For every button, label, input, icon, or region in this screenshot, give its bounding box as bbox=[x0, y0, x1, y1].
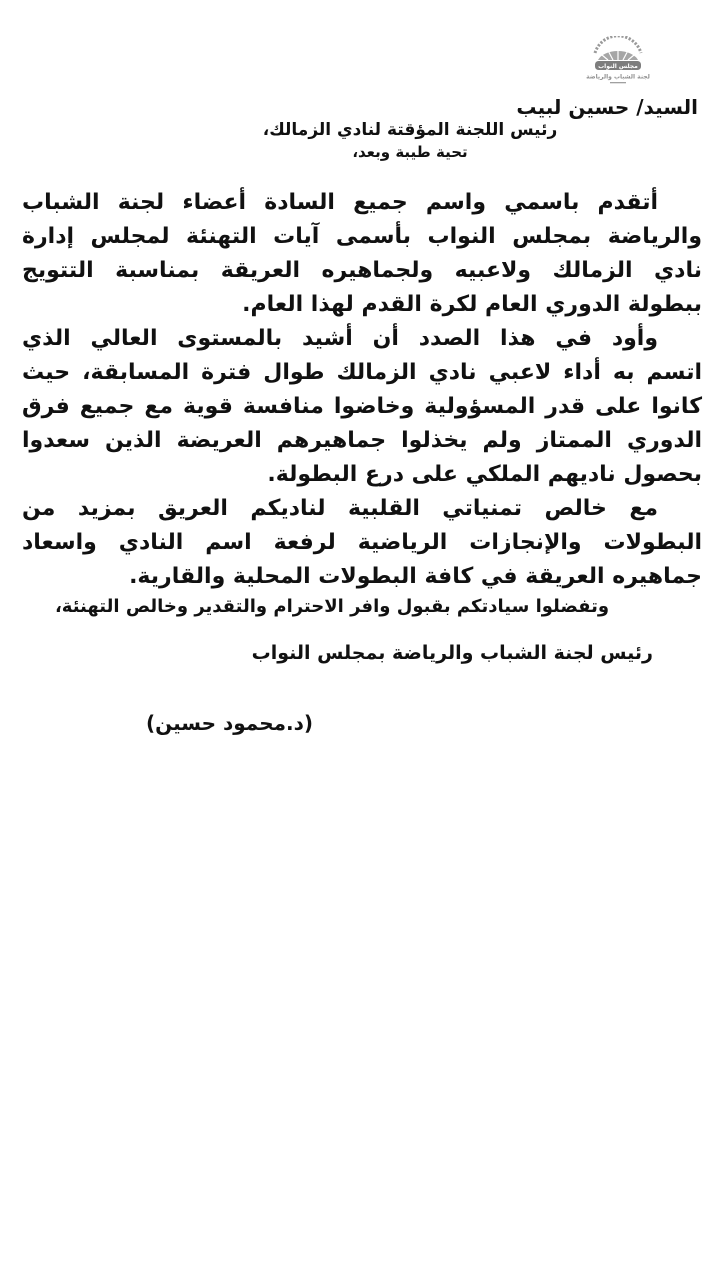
paragraph-line: أتقدم باسمي واسم جميع السادة أعضاء لجنة الشباب bbox=[22, 190, 658, 215]
paragraph-line: اتسم به أداء لاعبي نادي الزمالك طوال فترة المسابقة، حيث bbox=[22, 360, 702, 385]
parliament-emblem-icon bbox=[582, 36, 654, 88]
letter-body bbox=[22, 186, 702, 594]
paragraph-line: نادي الزمالك ولاعبيه ولجماهيره العريقة بمناسبة التتويج bbox=[22, 258, 702, 283]
closing-line: وتفضلوا سيادتكم بقبول وافر الاحترام والتقدير وخالص التهنئة، bbox=[54, 596, 610, 617]
paragraph-line: الدوري الممتاز ولم يخذلوا جماهيرهم العريضة الذين سعدوا bbox=[22, 428, 702, 453]
paragraph-line: البطولات والإنجازات الرياضية لرفعة اسم النادي واسعاد bbox=[22, 530, 702, 555]
emblem-band-label: مجلس النواب bbox=[598, 62, 638, 70]
header-center-block bbox=[100, 119, 720, 163]
emblem-underline bbox=[610, 82, 626, 83]
paragraph-line: جماهيره العريقة في كافة البطولات المحلية والقارية. bbox=[129, 564, 702, 589]
paragraph bbox=[22, 492, 702, 594]
paragraph-line: والرياضة بمجلس النواب بأسمى آيات التهنئة لمجلس إدارة bbox=[22, 224, 702, 249]
signature-name: (د.محمود حسين) bbox=[145, 711, 313, 735]
emblem-committee-label: لجنة الشباب والرياضة bbox=[586, 73, 650, 81]
signature-title: رئيس لجنة الشباب والرياضة بمجلس النواب bbox=[251, 642, 653, 664]
paragraph-line: بحصول ناديهم الملكي على درع البطولة. bbox=[267, 462, 702, 487]
paragraph bbox=[22, 322, 702, 492]
parliament-emblem-logo bbox=[582, 36, 654, 88]
salutation: تحية طيبة وبعد، bbox=[352, 143, 468, 161]
paragraph-line: ببطولة الدوري العام لكرة القدم لهذا العام. bbox=[242, 292, 702, 317]
paragraph bbox=[22, 186, 702, 322]
paragraph-line: مع خالص تمنياتي القلبية لناديكم العريق بمزيد من bbox=[22, 496, 658, 521]
recipient-title: رئيس اللجنة المؤقتة لنادي الزمالك، bbox=[262, 120, 558, 140]
paragraph-line: كانوا على قدر المسؤولية وخاضوا منافسة قوية مع جميع فرق bbox=[22, 394, 702, 419]
paragraph-line: وأود في هذا الصدد أن أشيد بالمستوى العالي الذي bbox=[22, 326, 658, 351]
recipient-name: السيد/ حسين لبيب bbox=[516, 95, 698, 119]
